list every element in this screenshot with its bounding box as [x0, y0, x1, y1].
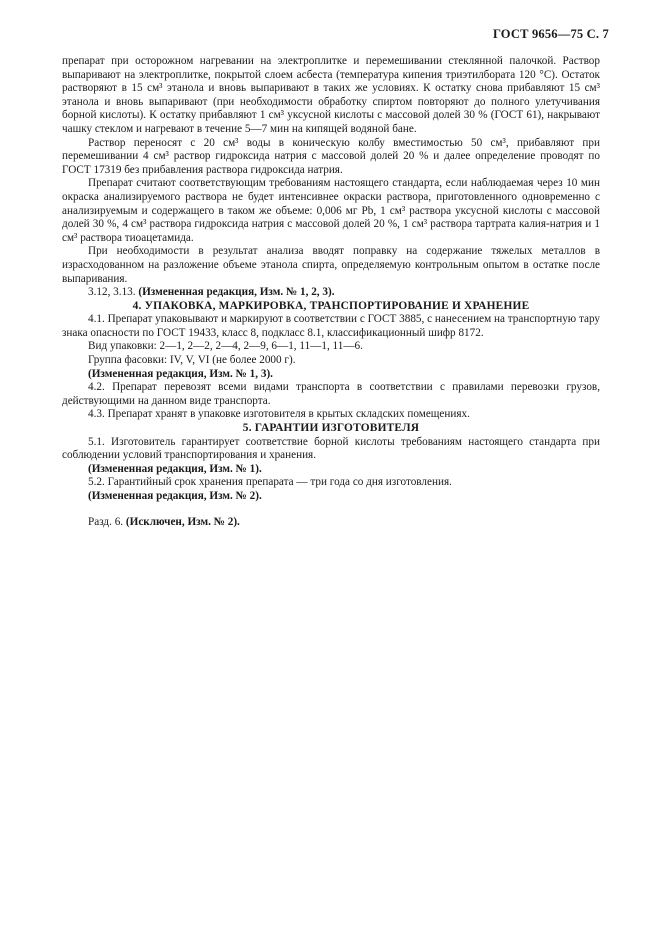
- edit-note-text: (Измененная редакция, Изм. № 1, 2, 3).: [138, 286, 335, 299]
- edit-note-5-2: (Измененная редакция, Изм. № 2).: [88, 490, 262, 502]
- section-4-title: 4. УПАКОВКА, МАРКИРОВКА, ТРАНСПОРТИРОВАНИЕ И ХРАНЕНИЕ: [132, 299, 530, 312]
- edit-note-4: (Измененная редакция, Изм. № 1, 3).: [88, 367, 273, 380]
- edit-note-3-12: [62, 286, 600, 300]
- clause-4-2: 4.2. Препарат перевозят всеми видами транспорта в соответствии с правилами перевозки грузов, действующими на данном виде транспорта.: [62, 381, 600, 407]
- page-header: ГОСТ 9656—75 С. 7: [492, 27, 609, 41]
- clause-5-1: 5.1. Изготовитель гарантирует соответствие борной кислоты требованиям настоящего стандарта при соблюдении условий транспортирования и хранения.: [62, 435, 600, 462]
- clause-ref: 3.12, 3.13.: [88, 286, 139, 299]
- section-6-note: [62, 516, 600, 530]
- packaging-types: Вид упаковки: 2—1, 2—2, 2—4, 2—9, 6—1, 11—1, 11—6.: [88, 340, 363, 353]
- clause-4-3: 4.3. Препарат хранят в упаковке изготовителя в крытых складских помещениях.: [88, 408, 470, 421]
- packing-groups: Группа фасовки: IV, V, VI (не более 2000 г).: [88, 354, 296, 367]
- section-6-ref: Разд. 6.: [88, 515, 126, 528]
- clause-5-2: 5.2. Гарантийный срок хранения препарата — три года со дня изготовления.: [88, 476, 452, 489]
- edit-note-5-1: (Измененная редакция, Изм. № 1).: [88, 462, 262, 475]
- paragraph-intro-1: препарат при осторожном нагревании на электроплитке и перемешивании стеклянной палочкой. Раствор выпаривают на электроплитке, покрытой слоем асбеста (температура кипения триэтилбората 120 °С). Остаток растворяют в 15 см³ этанола и вновь выпаривают в таких же условиях. К остатку снова прибавляют 15 см³ этанола и вновь выпаривают (при необходимости обработку спиртом повторяют до полного улетучивания борной кислоты). К остатку прибавляют 1 см³ уксусной кислоты с массовой долей 30 % (ГОСТ 61), накрывают чашку стеклом и нагревают в течение 5—7 мин на кипящей водяной бане.: [62, 55, 600, 135]
- document-body: [62, 55, 600, 529]
- paragraph-intro-4: При необходимости в результат анализа вводят поправку на содержание тяжелых металлов в израсходованном на разложение объеме этанола спирта, определяемую контрольным опытом в остатке после выпаривания.: [62, 245, 600, 285]
- clause-4-1: 4.1. Препарат упаковывают и маркируют в соответствии с ГОСТ 3885, с нанесением на транспортную тару знака опасности по ГОСТ 19433, класс 8, подкласс 8.1, классификационный шифр 8172.: [62, 313, 600, 339]
- section-6-status: (Исключен, Изм. № 2).: [125, 515, 240, 528]
- paragraph-intro-3: Препарат считают соответствующим требованиям настоящего стандарта, если наблюдаемая через 10 мин окраска анализируемого раствора не будет интенсивнее окраски раствора, приготовленного одновременно с анализируемым и содержащего в таком же объеме: 0,006 мг Pb, 1 см³ раствора уксусной кислоты с массовой долей 30 %, 4 см³ раствора гидроксида натрия с массовой долей 20 %, 1 см³ раствора тартрата калия-натрия и 1 см³ раствора тиоацетамида.: [62, 177, 600, 244]
- section-5-title: 5. ГАРАНТИИ ИЗГОТОВИТЕЛЯ: [242, 422, 420, 435]
- paragraph-intro-2: Раствор переносят с 20 см³ воды в коническую колбу вместимостью 50 см³, прибавляют при перемешивании 4 см³ раствор гидроксида натрия с массовой долей 20 % и далее определение проводят по ГОСТ 17319 без прибавления раствора гидроксида натрия.: [62, 136, 600, 176]
